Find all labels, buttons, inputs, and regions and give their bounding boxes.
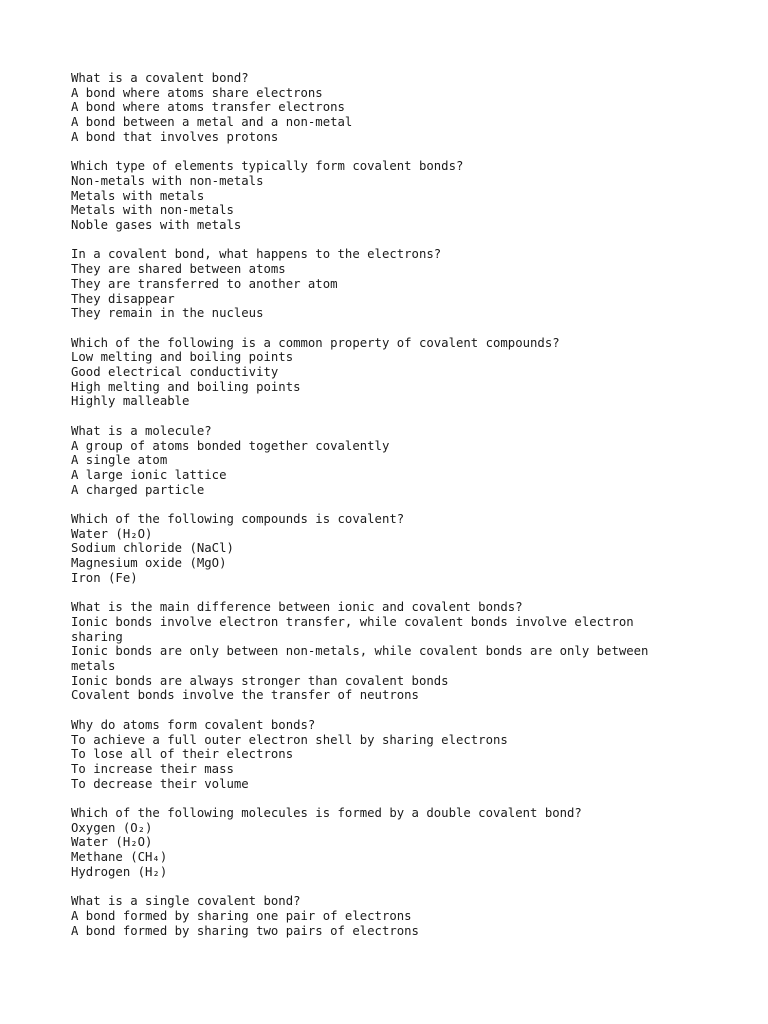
question-block: [71, 718, 671, 792]
answer-option: A charged particle: [71, 482, 205, 497]
question-block: [71, 512, 671, 586]
question-text: Which type of elements typically form covalent bonds?: [71, 159, 464, 174]
question-text: In a covalent bond, what happens to the electrons?: [71, 247, 442, 262]
question-block: [71, 247, 671, 321]
answer-option: A bond between a metal and a non-metal: [71, 115, 353, 130]
answer-option: High melting and boiling points: [71, 379, 301, 394]
answer-option: Sodium chloride (NaCl): [71, 541, 234, 556]
answer-option: Hydrogen (H₂): [71, 864, 168, 879]
answer-option: To increase their mass: [71, 761, 234, 776]
answer-option: Ionic bonds are always stronger than covalent bonds: [71, 673, 449, 688]
document-page: [71, 71, 671, 953]
question-text: Which of the following is a common property of covalent compounds?: [71, 335, 560, 350]
answer-option: A bond that involves protons: [71, 129, 279, 144]
answer-option: Metals with metals: [71, 188, 205, 203]
answer-option: Covalent bonds involve the transfer of neutrons: [71, 688, 419, 703]
answer-option: A large ionic lattice: [71, 467, 227, 482]
question-text: What is a single covalent bond?: [71, 894, 301, 909]
answer-option: A group of atoms bonded together covalently: [71, 438, 390, 453]
answer-option: Ionic bonds involve electron transfer, while covalent bonds involve electron sharing: [71, 614, 642, 644]
answer-option: Low melting and boiling points: [71, 350, 294, 365]
answer-option: They disappear: [71, 291, 175, 306]
answer-option: Oxygen (O₂): [71, 820, 153, 835]
question-block: [71, 894, 671, 938]
answer-option: They remain in the nucleus: [71, 306, 264, 321]
answer-option: Good electrical conductivity: [71, 365, 279, 380]
answer-option: Magnesium oxide (MgO): [71, 556, 227, 571]
answer-option: They are shared between atoms: [71, 262, 286, 277]
question-block: [71, 336, 671, 410]
question-text: What is the main difference between ionic and covalent bonds?: [71, 600, 523, 615]
answer-option: A bond formed by sharing one pair of electrons: [71, 908, 412, 923]
answer-option: To achieve a full outer electron shell by sharing electrons: [71, 732, 508, 747]
answer-option: Iron (Fe): [71, 570, 138, 585]
question-block: [71, 600, 671, 703]
answer-option: To lose all of their electrons: [71, 747, 294, 762]
answer-option: They are transferred to another atom: [71, 276, 338, 291]
answer-option: Methane (CH₄): [71, 850, 168, 865]
question-text: What is a covalent bond?: [71, 71, 249, 85]
answer-option: Highly malleable: [71, 394, 190, 409]
answer-option: A bond formed by sharing two pairs of electrons: [71, 923, 419, 938]
answer-option: A single atom: [71, 453, 168, 468]
answer-option: Water (H₂O): [71, 526, 153, 541]
question-text: Which of the following molecules is formed by a double covalent bond?: [71, 806, 582, 821]
question-block: [71, 806, 671, 880]
question-text: What is a molecule?: [71, 423, 212, 438]
answer-option: Metals with non-metals: [71, 203, 234, 218]
answer-option: To decrease their volume: [71, 776, 249, 791]
answer-option: Ionic bonds are only between non-metals, while covalent bonds are only between metals: [71, 644, 656, 674]
answer-option: A bond where atoms share electrons: [71, 85, 323, 100]
answer-option: Non-metals with non-metals: [71, 173, 264, 188]
answer-option: A bond where atoms transfer electrons: [71, 100, 345, 115]
question-block: [71, 159, 671, 233]
question-block: [71, 71, 671, 145]
question-text: Why do atoms form covalent bonds?: [71, 717, 316, 732]
answer-option: Noble gases with metals: [71, 218, 242, 233]
answer-option: Water (H₂O): [71, 835, 153, 850]
question-text: Which of the following compounds is covalent?: [71, 512, 405, 527]
question-block: [71, 424, 671, 498]
